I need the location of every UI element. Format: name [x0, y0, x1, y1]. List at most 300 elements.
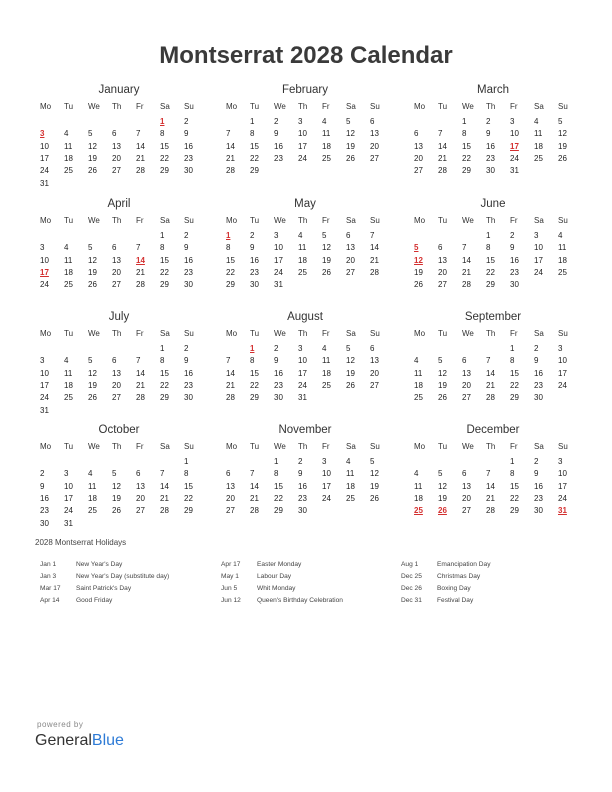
empty-cell [433, 230, 457, 242]
day-cell: 11 [64, 368, 73, 378]
day-cell: 14 [250, 481, 259, 491]
weekday-header: Th [112, 216, 122, 225]
weekday-header: Sa [160, 442, 170, 451]
day-cell: 18 [558, 255, 567, 265]
day-cell: 12 [346, 129, 355, 139]
day-cell: 3 [510, 116, 515, 126]
day-cell: 17 [40, 154, 49, 164]
day-cell: 23 [534, 494, 543, 504]
day-cell: 7 [486, 356, 491, 366]
day-cell: 29 [510, 506, 519, 516]
day-cell: 11 [558, 243, 567, 253]
day-cell: 24 [274, 268, 283, 278]
day-cell: 1 [510, 343, 515, 353]
weekday-header: We [274, 329, 286, 338]
holiday-name: Festival Day [437, 597, 474, 604]
day-cell: 30 [184, 393, 193, 403]
empty-cell [433, 116, 457, 128]
day-cell: 24 [40, 166, 49, 176]
holiday-date: Apr 14 [40, 597, 60, 604]
day-cell: 23 [274, 154, 283, 164]
day-cell: 12 [370, 469, 379, 479]
month-june [409, 197, 577, 292]
day-cell: 4 [64, 243, 69, 253]
day-cell: 22 [510, 494, 519, 504]
empty-cell [221, 343, 245, 355]
weekday-header: Mo [414, 216, 426, 225]
day-cell: 17 [298, 368, 307, 378]
day-cell: 14 [370, 243, 379, 253]
day-cell: 13 [136, 481, 145, 491]
empty-cell [457, 343, 481, 355]
day-cell: 22 [462, 154, 471, 164]
weekday-header: Su [184, 216, 194, 225]
day-cell: 21 [136, 154, 145, 164]
day-cell: 25 [322, 381, 331, 391]
day-cell: 17 [558, 368, 567, 378]
month-name: July [108, 311, 130, 323]
day-cell: 22 [184, 494, 193, 504]
month-name: March [477, 84, 509, 96]
holiday-date: Dec 31 [401, 597, 422, 604]
day-cell: 4 [64, 356, 69, 366]
day-cell: 31 [274, 280, 283, 290]
day-cell: 26 [414, 280, 423, 290]
day-cell: 16 [298, 481, 307, 491]
day-cell: 9 [184, 356, 189, 366]
day-cell: 9 [486, 129, 491, 139]
holiday-item [221, 595, 391, 607]
day-cell: 11 [534, 129, 543, 139]
day-cell: 23 [298, 494, 307, 504]
weekday-header: Th [486, 329, 496, 338]
day-cell: 21 [462, 268, 471, 278]
day-cell: 28 [160, 506, 169, 516]
weekday-header: Tu [64, 329, 74, 338]
day-cell: 3 [298, 343, 303, 353]
empty-cell [221, 116, 245, 128]
day-cell: 11 [64, 141, 73, 151]
weekday-header: Sa [534, 216, 544, 225]
month-february [221, 83, 389, 178]
empty-cell [35, 456, 59, 468]
day-cell: 12 [88, 255, 97, 265]
day-cell: 19 [88, 268, 97, 278]
weekday-header: We [88, 216, 100, 225]
day-cell: 12 [322, 243, 331, 253]
day-cell: 14 [462, 255, 471, 265]
day-cell: 19 [370, 481, 379, 491]
day-cell: 15 [274, 481, 283, 491]
weekday-header: Tu [64, 102, 74, 111]
day-cell: 17 [64, 494, 73, 504]
day-cell: 30 [298, 506, 307, 516]
day-cell: 12 [346, 356, 355, 366]
day-cell: 8 [184, 469, 189, 479]
day-cell: 18 [534, 141, 543, 151]
day-cell: 26 [88, 393, 97, 403]
day-cell: 5 [558, 116, 563, 126]
weekday-header: Mo [40, 442, 52, 451]
day-cell: 10 [510, 129, 519, 139]
weekday-header: Tu [438, 329, 448, 338]
month-september [409, 310, 577, 405]
month-october [35, 423, 203, 530]
weekday-header: Th [486, 442, 496, 451]
empty-cell [35, 343, 59, 355]
day-cell: 9 [534, 356, 539, 366]
day-cell: 20 [370, 141, 379, 151]
day-cell: 7 [160, 469, 165, 479]
day-cell: 5 [438, 469, 443, 479]
holidays-heading: 2028 Montserrat Holidays [35, 538, 127, 547]
day-cell: 8 [274, 469, 279, 479]
day-cell: 21 [486, 494, 495, 504]
day-cell: 9 [274, 129, 279, 139]
day-cell: 14 [486, 481, 495, 491]
day-cell: 19 [88, 381, 97, 391]
day-cell: 3 [40, 356, 45, 366]
day-cell: 2 [184, 116, 189, 126]
day-cell: 8 [160, 243, 165, 253]
day-cell: 19 [558, 141, 567, 151]
weekday-header: Fr [322, 102, 330, 111]
holiday-item [40, 571, 210, 583]
weekday-header: Tu [438, 442, 448, 451]
month-july [35, 310, 203, 417]
day-cell: 19 [88, 154, 97, 164]
weekday-header: Th [298, 216, 308, 225]
holiday-date: Dec 26 [401, 585, 422, 592]
day-cell: 14 [160, 481, 169, 491]
holiday-day: 1 [160, 116, 165, 126]
weekday-header: Sa [160, 102, 170, 111]
day-cell: 15 [510, 481, 519, 491]
day-cell: 12 [88, 141, 97, 151]
holiday-name: Whit Monday [257, 585, 296, 592]
day-cell: 15 [486, 255, 495, 265]
day-cell: 31 [64, 518, 73, 528]
day-cell: 13 [112, 141, 121, 151]
month-name: September [464, 311, 522, 323]
weekday-header: Mo [414, 102, 426, 111]
brand-blue: Blue [91, 732, 124, 749]
day-cell: 29 [160, 166, 169, 176]
day-cell: 18 [322, 368, 331, 378]
day-cell: 9 [40, 481, 45, 491]
month-days-grid [35, 101, 203, 190]
month-days-grid [221, 441, 389, 518]
day-cell: 26 [112, 506, 121, 516]
day-cell: 6 [414, 129, 419, 139]
holiday-column [221, 559, 391, 607]
day-cell: 29 [226, 280, 235, 290]
day-cell: 21 [226, 381, 235, 391]
empty-cell [481, 343, 505, 355]
holiday-item [221, 559, 391, 571]
day-cell: 14 [486, 368, 495, 378]
powered-by-label: powered by [37, 720, 84, 729]
weekday-header: Tu [250, 329, 260, 338]
day-cell: 1 [462, 116, 467, 126]
day-cell: 17 [558, 481, 567, 491]
month-name: May [294, 198, 316, 210]
day-cell: 23 [274, 381, 283, 391]
day-cell: 8 [250, 129, 255, 139]
day-cell: 20 [438, 268, 447, 278]
day-cell: 15 [510, 368, 519, 378]
day-cell: 15 [250, 368, 259, 378]
generalblue-logo[interactable] [35, 732, 124, 750]
day-cell: 7 [438, 129, 443, 139]
holiday-day: 26 [438, 506, 447, 516]
weekday-header: Su [370, 102, 380, 111]
day-cell: 7 [486, 469, 491, 479]
day-cell: 26 [370, 494, 379, 504]
day-cell: 20 [462, 381, 471, 391]
day-cell: 12 [558, 129, 567, 139]
month-august [221, 310, 389, 405]
day-cell: 7 [136, 356, 141, 366]
day-cell: 6 [370, 343, 375, 353]
weekday-header: Sa [534, 102, 544, 111]
day-cell: 16 [510, 255, 519, 265]
day-cell: 4 [534, 116, 539, 126]
weekday-header: Fr [510, 442, 518, 451]
day-cell: 28 [136, 393, 145, 403]
day-cell: 24 [322, 494, 331, 504]
day-cell: 3 [64, 469, 69, 479]
day-cell: 13 [370, 129, 379, 139]
day-cell: 22 [250, 381, 259, 391]
holiday-date: Jan 3 [40, 573, 57, 580]
holiday-day: 1 [250, 343, 255, 353]
weekday-header: Tu [250, 216, 260, 225]
month-days-grid [221, 328, 389, 405]
day-cell: 26 [322, 268, 331, 278]
weekday-header: We [462, 329, 474, 338]
day-cell: 5 [88, 129, 93, 139]
weekday-header: Mo [226, 329, 238, 338]
day-cell: 21 [226, 154, 235, 164]
day-cell: 28 [486, 506, 495, 516]
day-cell: 23 [184, 154, 193, 164]
weekday-header: Fr [136, 442, 144, 451]
day-cell: 25 [534, 154, 543, 164]
day-cell: 15 [250, 141, 259, 151]
day-cell: 7 [226, 356, 231, 366]
day-cell: 14 [438, 141, 447, 151]
empty-cell [409, 116, 433, 128]
month-january [35, 83, 203, 190]
day-cell: 10 [322, 469, 331, 479]
weekday-header: We [88, 442, 100, 451]
weekday-header: Tu [438, 216, 448, 225]
empty-cell [59, 230, 83, 242]
weekday-header: Sa [160, 216, 170, 225]
day-cell: 14 [226, 368, 235, 378]
holiday-item [401, 571, 571, 583]
day-cell: 24 [558, 381, 567, 391]
day-cell: 10 [40, 141, 49, 151]
empty-cell [457, 456, 481, 468]
day-cell: 13 [226, 481, 235, 491]
empty-cell [131, 230, 155, 242]
day-cell: 7 [250, 469, 255, 479]
weekday-header: Fr [322, 216, 330, 225]
holiday-date: Jan 1 [40, 561, 57, 568]
day-cell: 2 [250, 230, 255, 240]
weekday-header: Su [370, 442, 380, 451]
day-cell: 24 [510, 154, 519, 164]
day-cell: 20 [462, 494, 471, 504]
holiday-name: New Year's Day [76, 561, 123, 568]
empty-cell [245, 456, 269, 468]
empty-cell [457, 230, 481, 242]
day-cell: 2 [534, 456, 539, 466]
empty-cell [59, 116, 83, 128]
empty-cell [433, 343, 457, 355]
day-cell: 29 [250, 393, 259, 403]
day-cell: 4 [64, 129, 69, 139]
weekday-header: Sa [346, 102, 356, 111]
month-december [409, 423, 577, 518]
day-cell: 11 [88, 481, 97, 491]
holiday-date: Jun 5 [221, 585, 238, 592]
day-cell: 25 [64, 280, 73, 290]
day-cell: 29 [160, 393, 169, 403]
day-cell: 23 [184, 268, 193, 278]
day-cell: 10 [40, 368, 49, 378]
day-cell: 30 [510, 280, 519, 290]
day-cell: 7 [462, 243, 467, 253]
empty-cell [59, 456, 83, 468]
day-cell: 22 [250, 154, 259, 164]
day-cell: 1 [510, 456, 515, 466]
holiday-name: Good Friday [76, 597, 113, 604]
weekday-header: Mo [414, 329, 426, 338]
day-cell: 15 [160, 368, 169, 378]
day-cell: 28 [226, 393, 235, 403]
weekday-header: Th [298, 102, 308, 111]
holiday-name: Easter Monday [257, 561, 302, 568]
day-cell: 13 [462, 368, 471, 378]
empty-cell [155, 456, 179, 468]
weekday-header: Mo [40, 216, 52, 225]
day-cell: 6 [370, 116, 375, 126]
day-cell: 8 [226, 243, 231, 253]
weekday-header: Sa [346, 216, 356, 225]
day-cell: 27 [112, 280, 121, 290]
day-cell: 11 [414, 481, 423, 491]
day-cell: 6 [226, 469, 231, 479]
weekday-header: Sa [346, 442, 356, 451]
day-cell: 21 [136, 268, 145, 278]
day-cell: 5 [370, 456, 375, 466]
day-cell: 15 [160, 141, 169, 151]
month-name: August [287, 311, 323, 323]
weekday-header: Mo [414, 442, 426, 451]
day-cell: 26 [558, 154, 567, 164]
day-cell: 17 [298, 141, 307, 151]
day-cell: 13 [462, 481, 471, 491]
weekday-header: We [462, 102, 474, 111]
day-cell: 27 [462, 393, 471, 403]
day-cell: 28 [250, 506, 259, 516]
day-cell: 15 [160, 255, 169, 265]
month-name: February [281, 84, 329, 96]
day-cell: 15 [462, 141, 471, 151]
holiday-name: Queen's Birthday Celebration [257, 597, 343, 604]
day-cell: 5 [438, 356, 443, 366]
day-cell: 8 [160, 356, 165, 366]
holiday-day: 25 [414, 506, 423, 516]
holiday-item [221, 583, 391, 595]
day-cell: 23 [534, 381, 543, 391]
month-name: November [278, 424, 332, 436]
day-cell: 22 [160, 381, 169, 391]
day-cell: 4 [322, 116, 327, 126]
day-cell: 16 [184, 141, 193, 151]
weekday-header: Su [184, 442, 194, 451]
day-cell: 19 [414, 268, 423, 278]
holiday-item [221, 571, 391, 583]
day-cell: 3 [40, 243, 45, 253]
day-cell: 30 [184, 280, 193, 290]
day-cell: 23 [510, 268, 519, 278]
holiday-item [40, 583, 210, 595]
day-cell: 16 [274, 368, 283, 378]
day-cell: 6 [112, 356, 117, 366]
day-cell: 19 [346, 368, 355, 378]
day-cell: 10 [558, 356, 567, 366]
day-cell: 13 [414, 141, 423, 151]
day-cell: 4 [88, 469, 93, 479]
day-cell: 5 [88, 243, 93, 253]
weekday-header: Th [486, 216, 496, 225]
brand-general: General [35, 732, 92, 749]
day-cell: 26 [438, 393, 447, 403]
day-cell: 17 [534, 255, 543, 265]
day-cell: 10 [64, 481, 73, 491]
day-cell: 18 [414, 381, 423, 391]
weekday-header: We [88, 329, 100, 338]
weekday-header: Su [370, 329, 380, 338]
day-cell: 16 [534, 368, 543, 378]
day-cell: 30 [250, 280, 259, 290]
day-cell: 26 [346, 381, 355, 391]
weekday-header: Fr [136, 216, 144, 225]
day-cell: 11 [346, 469, 355, 479]
weekday-header: Fr [322, 329, 330, 338]
day-cell: 9 [184, 129, 189, 139]
day-cell: 28 [136, 166, 145, 176]
holiday-date: May 1 [221, 573, 239, 580]
day-cell: 24 [64, 506, 73, 516]
day-cell: 12 [88, 368, 97, 378]
weekday-header: Tu [250, 442, 260, 451]
holiday-day: 12 [414, 255, 423, 265]
day-cell: 15 [226, 255, 235, 265]
day-cell: 2 [184, 230, 189, 240]
day-cell: 28 [226, 166, 235, 176]
day-cell: 12 [112, 481, 121, 491]
day-cell: 23 [250, 268, 259, 278]
day-cell: 21 [438, 154, 447, 164]
weekday-header: Su [184, 102, 194, 111]
day-cell: 2 [40, 469, 45, 479]
holiday-column [401, 559, 571, 607]
